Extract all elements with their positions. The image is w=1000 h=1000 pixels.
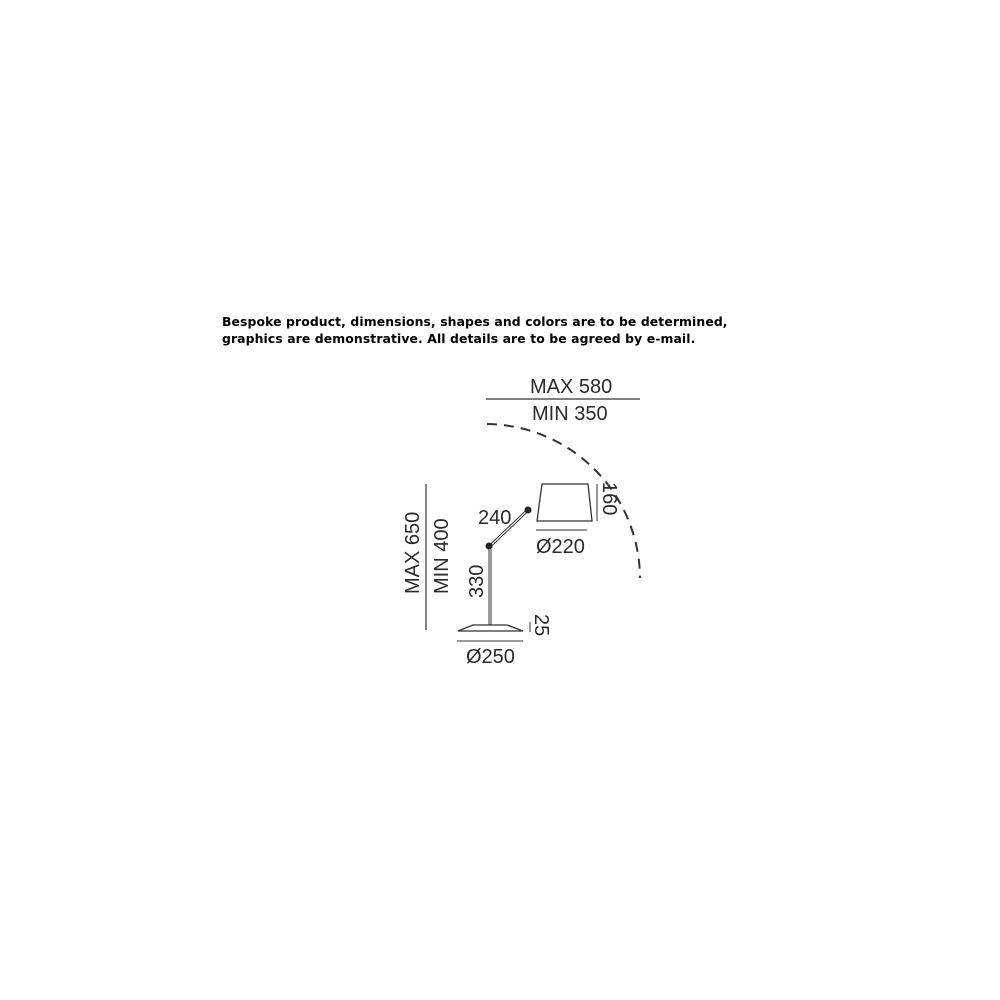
reach-min-label: MIN 350: [532, 403, 608, 425]
height-max-label: MAX 650: [402, 511, 424, 594]
head-joint: [525, 507, 532, 514]
base-diameter-label: Ø250: [466, 646, 515, 668]
lamp-shade: [537, 484, 592, 521]
upper-arm-label: 240: [478, 507, 512, 529]
shade-diameter-label: Ø220: [536, 536, 585, 558]
base-height-label: 25: [530, 614, 552, 637]
shade-height-label: 160: [598, 482, 620, 516]
lamp-base: [458, 625, 523, 631]
elbow-joint: [486, 543, 493, 550]
lower-arm-label: 330: [466, 564, 488, 598]
height-min-label: MIN 400: [431, 518, 453, 594]
disclaimer-line-2: graphics are demonstrative. All details are to be agreed by e-mail.: [222, 331, 696, 346]
reach-max-label: MAX 580: [530, 376, 613, 398]
disclaimer-line-1: Bespoke product, dimensions, shapes and colors are to be determined,: [222, 314, 728, 329]
